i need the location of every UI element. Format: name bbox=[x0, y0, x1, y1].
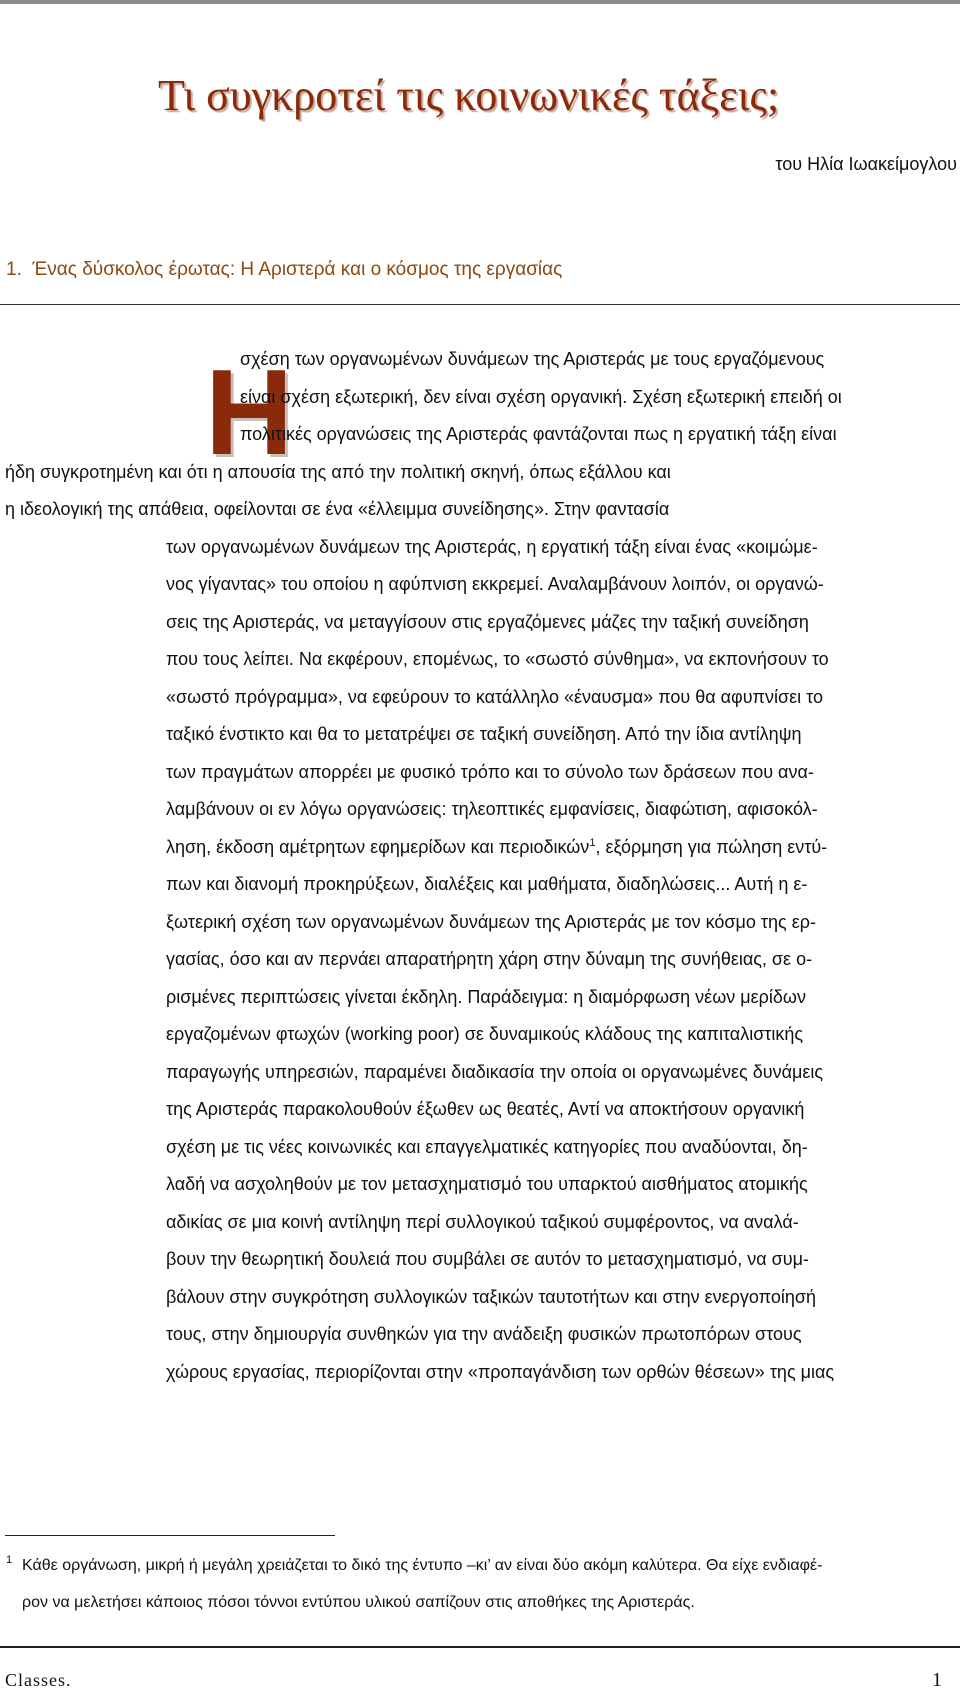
author-byline: του Ηλία Ιωακείμογλου bbox=[775, 154, 957, 174]
body-line: «σωστό πρόγραμμα», να εφεύρουν το κατάλληλο «έναυσμα» που θα αφυπνίσει το bbox=[166, 686, 823, 707]
footnote-rule bbox=[5, 1535, 335, 1536]
body-line: είναι σχέση εξωτερική, δεν είναι σχέση οργανική. Σχέση εξωτερική επειδή οι bbox=[240, 386, 842, 407]
body-line: πων και διανομή προκηρύξεων, διαλέξεις και μαθήματα, διαδηλώσεις... Αυτή η ε- bbox=[166, 874, 808, 894]
body-line-text: , εξόρμηση για πώληση εντύ- bbox=[595, 836, 828, 857]
body-line: ξωτερική σχέση των οργανωμένων δυνάμεων της Αριστεράς με τον κόσμο της ερ- bbox=[166, 911, 816, 932]
body-line: ταξικό ένστικτο και θα το μετατρέψει σε ταξική συνείδηση. Από την ίδια αντίληψη bbox=[166, 724, 802, 744]
body-line: σχέση με τις νέες κοινωνικές και επαγγελματικές κατηγορίες που αναδύονται, δη- bbox=[166, 1136, 808, 1157]
footnote-line: Κάθε οργάνωση, μικρή ή μεγάλη χρειάζεται το δικό της έντυπο –κι’ αν είναι δύο ακόμη καλύτερα. Θα είχε ενδιαφέ- bbox=[22, 1557, 823, 1574]
body-line: σχέση των οργανωμένων δυνάμεων της Αριστεράς με τους εργαζόμενους bbox=[240, 349, 825, 369]
body-line: χώρους εργασίας, περιορίζονται στην «προπαγάνδιση των ορθών θέσεων» της μιας bbox=[166, 1361, 835, 1382]
footer-rule bbox=[0, 1646, 960, 1648]
body-line: πολιτικές οργανώσεις της Αριστεράς φαντάζονται πως η εργατική τάξη είναι bbox=[240, 424, 837, 444]
body-line: λαμβάνουν οι εν λόγω οργανώσεις: τηλεοπτικές εμφανίσεις, διαφώτιση, αφισοκόλ- bbox=[166, 799, 818, 819]
body-line: της Αριστεράς παρακολουθούν έξωθεν ως θεατές, Αντί να αποκτήσουν οργανική bbox=[166, 1099, 805, 1119]
footnote-reference[interactable]: 1 bbox=[589, 836, 596, 849]
section-heading: 1. Ένας δύσκολος έρωτας: Η Αριστερά και ο κόσμος της εργασίας bbox=[6, 259, 563, 280]
body-line: νος γίγαντας» του οποίου η αφύπνιση εκκρεμεί. Αναλαμβάνουν λοιπόν, οι οργανώ- bbox=[166, 574, 824, 594]
body-line: βουν την θεωρητική δουλειά που συμβάλει σε αυτόν το μετασχηματισμό, να συμ- bbox=[166, 1249, 809, 1269]
footnote-line: ρον να μελετήσει κάποιος πόσοι τόννοι εντύπου υλικού σαπίζουν στις αποθήκες της Αριστεράς. bbox=[22, 1594, 695, 1611]
body-line: εργαζομένων φτωχών (working poor) σε δυναμικούς κλάδους της καπιταλιστικής bbox=[166, 1024, 804, 1044]
body-line: παραγωγής υπηρεσιών, παραμένει διαδικασία την οποία οι οργανωμένες δυνάμεις bbox=[166, 1061, 824, 1082]
body-line: γασίας, όσο και αν περνάει απαρατήρητη χάρη στην δύναμη της συνήθειας, σε ο- bbox=[166, 949, 813, 969]
footer-label: Classes. bbox=[5, 1670, 72, 1690]
body-line: αδικίας σε μια κοινή αντίληψη περί συλλογικού ταξικού συμφέροντος, να αναλά- bbox=[166, 1211, 799, 1232]
page-title: Τι συγκροτεί τις κοινωνικές τάξεις; bbox=[158, 71, 780, 120]
top-rule bbox=[0, 0, 960, 4]
body-line: που τους λείπει. Να εκφέρουν, επομένως, το «σωστό σύνθημα», να εκπονήσουν το bbox=[166, 649, 829, 669]
body-line: σεις της Αριστεράς, να μεταγγίσουν στις εργαζόμενες μάζες την ταξική συνείδηση bbox=[166, 611, 809, 632]
body-line: λαδή να ασχοληθούν με τον μετασχηματισμό του υπαρκτού αισθήματος ατομικής bbox=[166, 1174, 808, 1194]
body-line: ρισμένες περιπτώσεις γίνεται έκδηλη. Παράδειγμα: η διαμόρφωση νέων μερίδων bbox=[166, 986, 806, 1007]
section-rule bbox=[0, 304, 960, 305]
body-line: η ιδεολογική της απάθεια, οφείλονται σε ένα «έλλειμμα συνείδησης». Στην φαντασία bbox=[5, 499, 670, 519]
drop-cap: Η bbox=[205, 344, 294, 480]
body-line: ήδη συγκροτημένη και ότι η απουσία της από την πολιτική σκηνή, όπως εξάλλου και bbox=[5, 461, 671, 482]
page-number: 1 bbox=[932, 1669, 942, 1691]
body-line: των οργανωμένων δυνάμεων της Αριστεράς, η εργατική τάξη είναι ένας «κοιμώμε- bbox=[166, 536, 818, 557]
footnote-number: 1 bbox=[6, 1554, 13, 1566]
body-line: βάλουν στην συγκρότηση συλλογικών ταξικών ταυτοτήτων και στην ενεργοποίησή bbox=[166, 1286, 816, 1307]
body-line: των πραγμάτων απορρέει με φυσικό τρόπο και το σύνολο των δράσεων που ανα- bbox=[166, 761, 814, 782]
body-line-text: ληση, έκδοση αμέτρητων εφημερίδων και περιοδικών bbox=[166, 836, 590, 857]
body-line: τους, στην δημιουργία συνθηκών για την ανάδειξη φυσικών πρωτοπόρων στους bbox=[166, 1324, 802, 1344]
body-line bbox=[166, 835, 827, 859]
